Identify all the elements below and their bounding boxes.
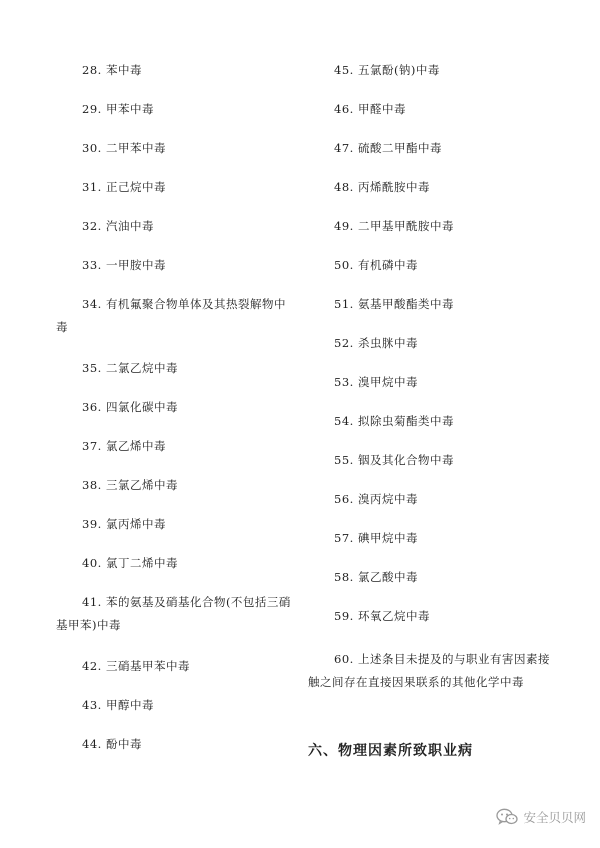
list-item: 53. 溴甲烷中毒 bbox=[334, 375, 418, 389]
list-item: 37. 氯乙烯中毒 bbox=[82, 439, 166, 453]
list-item: 42. 三硝基甲苯中毒 bbox=[82, 659, 190, 673]
list-item: 52. 杀虫脒中毒 bbox=[334, 336, 418, 350]
list-item: 51. 氨基甲酸酯类中毒 bbox=[334, 297, 454, 311]
list-item: 40. 氯丁二烯中毒 bbox=[82, 556, 178, 570]
list-item: 43. 甲醇中毒 bbox=[82, 698, 154, 712]
list-item: 29. 甲苯中毒 bbox=[82, 102, 154, 116]
list-item: 57. 碘甲烷中毒 bbox=[334, 531, 418, 545]
list-item: 50. 有机磷中毒 bbox=[334, 258, 418, 272]
list-item: 60. 上述条目未提及的与职业有害因素接触之间存在直接因果联系的其他化学中毒 bbox=[308, 652, 550, 689]
watermark-text: 安全贝贝网 bbox=[523, 810, 586, 825]
list-item: 45. 五氯酚(钠)中毒 bbox=[334, 63, 440, 77]
list-item: 31. 正己烷中毒 bbox=[82, 180, 166, 194]
list-item: 35. 二氯乙烷中毒 bbox=[82, 361, 178, 375]
list-item: 47. 硫酸二甲酯中毒 bbox=[334, 141, 442, 155]
wechat-icon bbox=[496, 808, 518, 826]
list-item: 58. 氯乙酸中毒 bbox=[334, 570, 418, 584]
list-item: 46. 甲醛中毒 bbox=[334, 102, 406, 116]
list-item: 44. 酚中毒 bbox=[82, 737, 142, 751]
list-item: 49. 二甲基甲酰胺中毒 bbox=[334, 219, 454, 233]
list-item: 33. 一甲胺中毒 bbox=[82, 258, 166, 272]
list-item: 59. 环氧乙烷中毒 bbox=[334, 609, 430, 623]
list-item: 39. 氯丙烯中毒 bbox=[82, 517, 166, 531]
list-item: 36. 四氯化碳中毒 bbox=[82, 400, 178, 414]
list-item: 54. 拟除虫菊酯类中毒 bbox=[334, 414, 454, 428]
list-item: 30. 二甲苯中毒 bbox=[82, 141, 166, 155]
list-item: 32. 汽油中毒 bbox=[82, 219, 154, 233]
list-item: 28. 苯中毒 bbox=[82, 63, 142, 77]
list-item: 41. 苯的氨基及硝基化合物(不包括三硝基甲苯)中毒 bbox=[56, 595, 291, 632]
watermark bbox=[496, 808, 586, 826]
list-item: 56. 溴丙烷中毒 bbox=[334, 492, 418, 506]
list-item: 34. 有机氟聚合物单体及其热裂解物中毒 bbox=[56, 297, 286, 334]
list-item: 38. 三氯乙烯中毒 bbox=[82, 478, 178, 492]
section-title: 六、物理因素所致职业病 bbox=[308, 743, 473, 759]
list-item: 55. 铟及其化合物中毒 bbox=[334, 453, 454, 467]
list-item: 48. 丙烯酰胺中毒 bbox=[334, 180, 430, 194]
